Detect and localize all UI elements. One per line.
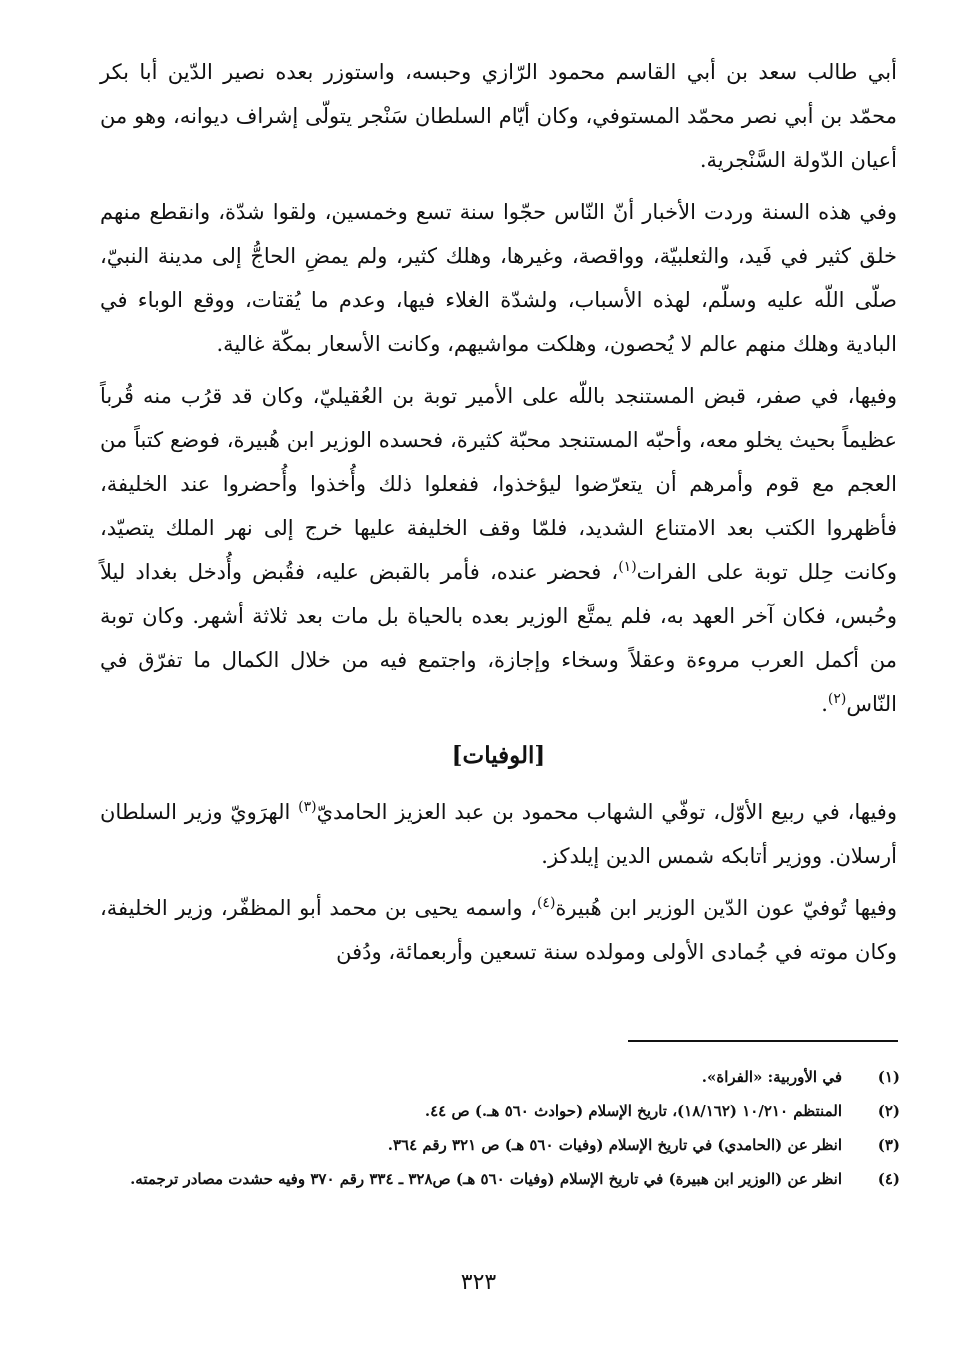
footnote-3 [100,1130,900,1160]
paragraph-4-text-a: وفيها، في ربيع الأوّل، توفّي الشهاب محمود بن عبد العزيز الحامديّ [316,800,897,824]
page-number: ٣٢٣ [460,1270,497,1295]
footnote-ref-4[interactable]: (٤) [536,895,556,911]
footnote-4 [100,1164,900,1194]
paragraph-5 [100,886,897,974]
paragraph-5-text-b: ، واسمه يحيى بن محمد أبو المظفّر، وزير الخليفة، وكان موته في جُمادى الأولى ومولده سنة تسعين وأربعمائة، ودُفن [100,896,897,964]
footnotes [100,1062,900,1198]
footnote-1-number: (١) [877,1068,900,1086]
footnote-ref-3[interactable]: (٣) [298,799,317,815]
section-heading-wafayat: [الوفيات] [451,742,546,769]
footnote-1 [100,1062,900,1092]
footnote-4-number: (٤) [877,1170,900,1188]
paragraph-1-text: أبي طالب سعد بن أبي القاسم محمود الرّازي وحبسه، واستوزر بعده نصير الدّين أبا بكر محمّد بن أبي نصر محمّد المستوفي، وكان أيّام السلطان سَنْجر يتولّى إشراف ديوانه، وهو من أعيان الدّولة السَّنْجرية. [100,60,897,172]
footnote-3-number: (٣) [877,1136,900,1154]
paragraph-1 [100,50,897,182]
paragraph-4-text-b: الهرَويّ وزير السلطان أرسلان. ووزير أتابكه شمس الدين إيلدكز. [100,800,897,868]
main-text [100,50,897,974]
footnote-ref-2[interactable]: (٢) [827,691,847,707]
paragraph-2 [100,190,897,366]
footnote-3-text: انظر عن (الحامدي) في تاريخ الإسلام (وفيات ٥٦٠ هـ) ص ٣٢١ رقم ٣٦٤. [387,1136,842,1154]
paragraph-3-text-b: ، فحضر عنده، فأمر بالقبض عليه، فقُبض وأُدخل بغداد ليلاً وحُبس، فكان آخر العهد به، فلم يمتَّع الوزير بعده بالحياة بل مات بعد ثلاثة أشهر. وكان توبة من أكمل العرب مروءة وعقلاً وسخاء وإجازة، واجتمع فيه من خلال الكمال ما تفرّق في النّاس [100,560,897,716]
paragraph-3-end: . [821,692,828,716]
paragraph-3-text-a: وفيها، في صفر، قبض المستنجد باللّه على الأمير توبة بن العُقيليّ، وكان قد قرُب منه قُرباً عظيماً بحيث يخلو معه، وأحبّه المستنجد محبّة كثيرة، فحسده الوزير ابن هُبيرة، فوضع كتباً من العجم مع قوم وأمرهم أن يتعرّضوا ليؤخذوا، ففعلوا ذلك وأُخذوا وأُحضروا عند الخليفة، فأظهروا الكتب بعد الامتناع الشديد، فلمّا وقف الخليفة عليها خرج إلى نهر الملك يتصيّد، وكانت حِلل توبة على الفرات [100,384,897,584]
paragraph-3 [100,374,897,726]
footnote-ref-1[interactable]: (١) [618,559,637,575]
footnote-2-text: المنتظم ١٠/٢١٠ (١٨/١٦٢)، تاريخ الإسلام (حوادث ٥٦٠ هـ.) ص ٤٤. [424,1102,842,1120]
paragraph-2-text: وفي هذه السنة وردت الأخبار أنّ النّاس حجّوا سنة تسع وخمسين، ولقوا شدّة، وانقطع منهم خلق كثير في فَيد، والثعلبيّة، وواقصة، وغيرها، وهلك كثير، ولم يمضِ الحاجُّ إلى مدينة النبيّ، صلّى اللّه عليه وسلّم، لهذه الأسباب، ولشدّة الغلاء فيها، وعدم ما يُقتات، ووقع الوباء في البادية وهلك منهم عالم لا يُحصون، وهلكت مواشيهم، وكانت الأسعار بمكّة غالية. [100,200,898,356]
paragraph-4 [100,790,897,878]
footnote-2-number: (٢) [877,1102,900,1120]
footnote-4-text: انظر عن (الوزير ابن هبيرة) في تاريخ الإسلام (وفيات ٥٦٠ هـ) ص٣٢٨ ـ ٣٣٤ رقم ٣٧٠ وفيه حشدت مصادر ترجمته. [130,1170,842,1188]
footnote-separator [628,1040,898,1042]
footnote-2 [100,1096,900,1126]
footnote-1-text: في الأوربية: «الفراة». [701,1068,842,1086]
paragraph-5-text-a: وفيها تُوفيّ عون الدّين الوزير ابن هُبيرة [555,896,897,920]
